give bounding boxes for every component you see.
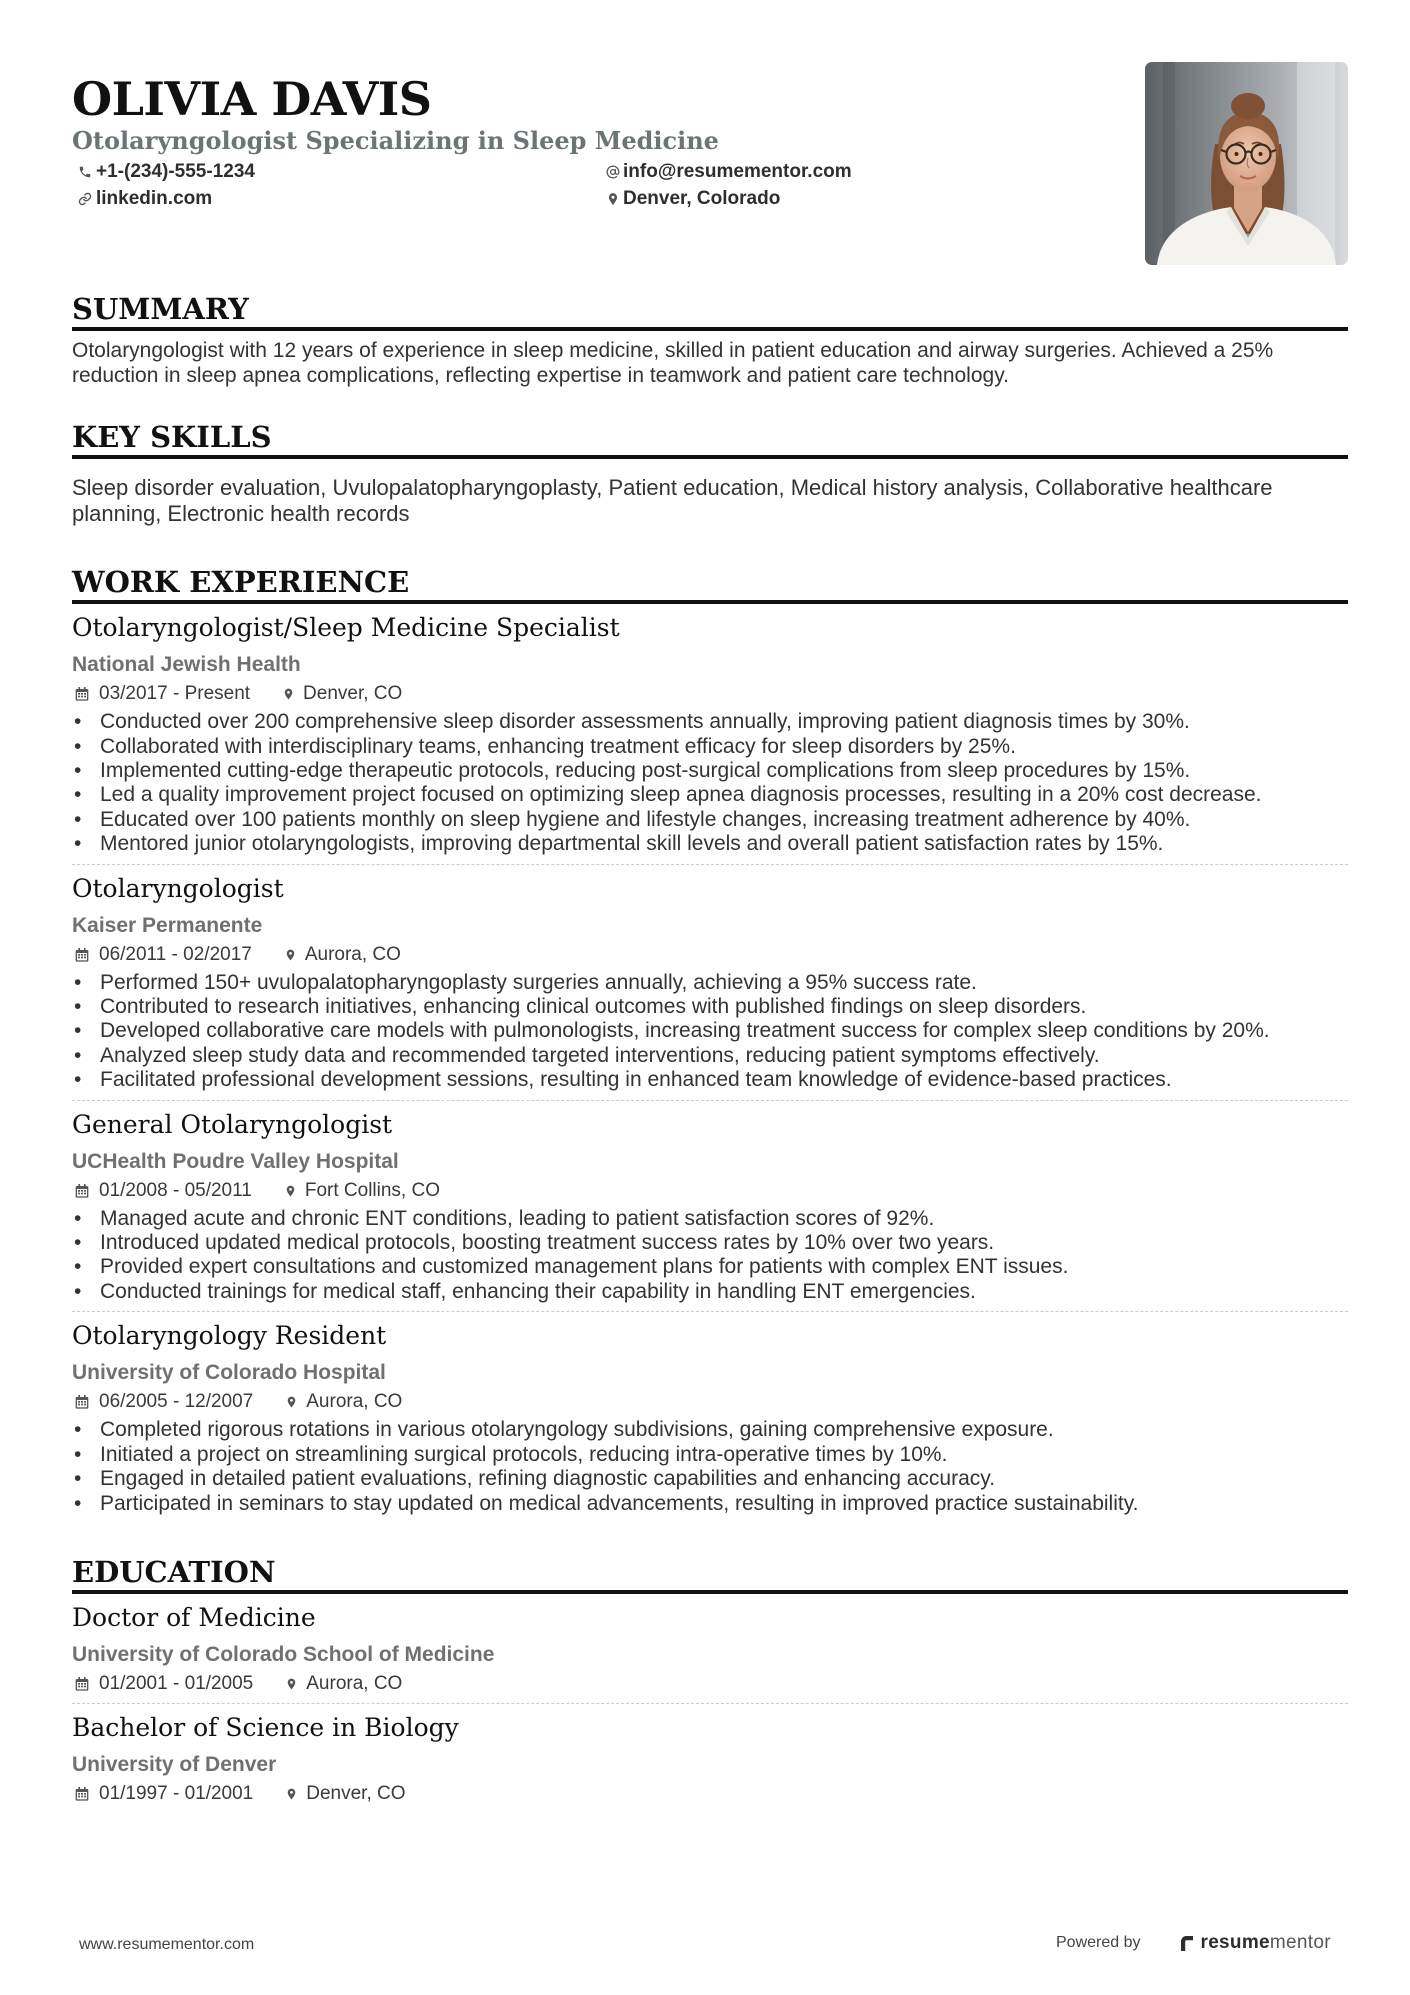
job-bullets xyxy=(72,1418,1348,1516)
calendar-icon xyxy=(74,1394,90,1410)
at-icon xyxy=(606,165,620,179)
linkedin-contact[interactable] xyxy=(72,185,600,212)
experience-entry xyxy=(72,604,1348,864)
education-location: Aurora, CO xyxy=(306,1672,403,1694)
profile-photo-image xyxy=(1145,62,1348,265)
bullet-item: • Led a quality improvement project focused on optimizing sleep apnea diagnosis processes, resulting in a 20% cost decrease. xyxy=(72,783,1348,807)
degree-title: Bachelor of Science in Biology xyxy=(72,1712,459,1742)
bullet-item: • Implemented cutting-edge therapeutic protocols, reducing post-surgical complications from sleep procedures by 15%. xyxy=(72,759,1348,783)
location-text: Denver, Colorado xyxy=(623,188,781,209)
powered-by-label: Powered by xyxy=(1056,1934,1141,1951)
location-pin-icon xyxy=(606,192,620,206)
bullet-item: • Collaborated with interdisciplinary teams, enhancing treatment efficacy for sleep disorders by 25%. xyxy=(72,735,1348,759)
summary-section xyxy=(72,292,1348,388)
experience-entry xyxy=(72,1101,1348,1313)
school-name: University of Colorado School of Medicine xyxy=(72,1642,495,1666)
location-contact xyxy=(600,185,780,212)
contact-row xyxy=(72,158,1072,185)
school-name: University of Denver xyxy=(72,1752,277,1776)
education-meta xyxy=(72,1672,1348,1696)
bullet-item: • Conducted over 200 comprehensive sleep disorder assessments annually, improving patient diagnosis times by 30%. xyxy=(72,710,1348,734)
bullet-item: • Conducted trainings for medical staff, enhancing their capability in handling ENT emergencies. xyxy=(72,1280,1348,1304)
location-pin-icon xyxy=(285,1676,298,1692)
company-name: University of Colorado Hospital xyxy=(72,1361,386,1385)
company-name: Kaiser Permanente xyxy=(72,913,263,937)
email-text: info@resumementor.com xyxy=(623,161,852,182)
education-entry xyxy=(72,1704,1348,1813)
bullet-item: • Managed acute and chronic ENT conditions, leading to patient satisfaction scores of 92%. xyxy=(72,1207,1348,1231)
calendar-icon xyxy=(74,1183,90,1199)
bullet-item: • Analyzed sleep study data and recommended targeted interventions, reducing patient symptoms effectively. xyxy=(72,1044,1348,1068)
bullet-item: • Engaged in detailed patient evaluations, refining diagnostic capabilities and enhancing accuracy. xyxy=(72,1467,1348,1491)
phone-text: +1-(234)-555-1234 xyxy=(96,161,255,182)
bullet-item: • Developed collaborative care models with pulmonologists, increasing treatment success for complex sleep conditions by 20%. xyxy=(72,1019,1348,1043)
bullet-item: • Mentored junior otolaryngologists, improving departmental skill levels and overall patient satisfaction rates by 15%. xyxy=(72,832,1348,856)
education-entry xyxy=(72,1594,1348,1704)
logo-text-light: mentor xyxy=(1269,1932,1331,1953)
location-pin-icon xyxy=(285,1394,298,1410)
contact-block xyxy=(72,158,1072,212)
candidate-headline: Otolaryngologist Specializing in Sleep Medicine xyxy=(72,126,719,155)
experience-entry xyxy=(72,1312,1348,1523)
location-pin-icon xyxy=(285,1786,298,1802)
job-dates: 01/2008 - 05/2011 xyxy=(99,1179,252,1201)
bullet-item: • Educated over 100 patients monthly on sleep hygiene and lifestyle changes, increasing treatment adherence by 40%. xyxy=(72,808,1348,832)
phone-icon xyxy=(78,165,92,179)
job-bullets xyxy=(72,1207,1348,1305)
linkedin-text: linkedin.com xyxy=(96,188,213,209)
location-pin-icon xyxy=(282,686,295,702)
education-heading: EDUCATION xyxy=(72,1555,1348,1594)
experience-heading: WORK EXPERIENCE xyxy=(72,565,1348,604)
job-title: Otolaryngology Resident xyxy=(72,1321,387,1351)
phone-contact[interactable] xyxy=(72,158,600,185)
job-dates: 06/2011 - 02/2017 xyxy=(99,943,252,965)
education-dates: 01/1997 - 01/2001 xyxy=(99,1782,254,1804)
company-name: National Jewish Health xyxy=(72,653,301,677)
education-meta xyxy=(72,1782,1348,1806)
job-title: General Otolaryngologist xyxy=(72,1109,393,1139)
skills-heading: KEY SKILLS xyxy=(72,420,1348,459)
job-title: Otolaryngologist/Sleep Medicine Specialist xyxy=(72,613,620,643)
calendar-icon xyxy=(74,1786,90,1802)
bullet-item: • Introduced updated medical protocols, boosting treatment success rates by 10% over two years. xyxy=(72,1231,1348,1255)
experience-section xyxy=(72,565,1348,1523)
job-dates: 03/2017 - Present xyxy=(99,683,251,705)
calendar-icon xyxy=(74,947,90,963)
resume-body xyxy=(72,292,1348,1813)
job-meta xyxy=(72,1390,1348,1414)
bullet-item: • Contributed to research initiatives, enhancing clinical outcomes with published findings on sleep disorders. xyxy=(72,995,1348,1019)
candidate-name: OLIVIA DAVIS xyxy=(72,72,432,126)
job-meta xyxy=(72,943,1348,967)
calendar-icon xyxy=(74,1676,90,1692)
job-bullets xyxy=(72,971,1348,1093)
email-contact[interactable] xyxy=(600,158,852,185)
bullet-item: • Participated in seminars to stay updated on medical advancements, resulting in improved practice sustainability. xyxy=(72,1492,1348,1516)
logo-text-bold: resume xyxy=(1200,1932,1270,1953)
bullet-item: • Performed 150+ uvulopalatopharyngoplasty surgeries annually, achieving a 95% success rate. xyxy=(72,971,1348,995)
logo-mark-icon xyxy=(1179,1934,1195,1952)
job-title: Otolaryngologist xyxy=(72,873,284,903)
calendar-icon xyxy=(74,686,90,702)
contact-row xyxy=(72,185,1072,212)
job-bullets xyxy=(72,710,1348,856)
link-icon xyxy=(78,192,92,206)
education-location: Denver, CO xyxy=(306,1782,406,1804)
profile-photo xyxy=(1145,62,1348,265)
job-location: Fort Collins, CO xyxy=(304,1179,440,1201)
job-location: Denver, CO xyxy=(303,683,403,705)
bullet-item: • Completed rigorous rotations in various otolaryngology subdivisions, gaining comprehensive exposure. xyxy=(72,1418,1348,1442)
education-dates: 01/2001 - 01/2005 xyxy=(99,1672,254,1694)
bullet-item: • Initiated a project on streamlining surgical protocols, reducing intra-operative times by 10%. xyxy=(72,1443,1348,1467)
job-location: Aurora, CO xyxy=(304,943,401,965)
resumementor-logo[interactable] xyxy=(1179,1932,1331,1954)
location-pin-icon xyxy=(284,1183,297,1199)
job-dates: 06/2005 - 12/2007 xyxy=(99,1391,254,1413)
location-pin-icon xyxy=(284,947,297,963)
summary-heading: SUMMARY xyxy=(72,292,1348,331)
education-section xyxy=(72,1555,1348,1813)
job-meta xyxy=(72,1179,1348,1203)
summary-text: Otolaryngologist with 12 years of experience in sleep medicine, skilled in patient education and airway surgeries. Achieved a 25% reduction in sleep apnea complications, reflecting expertise in teamwork and patient care technology. xyxy=(72,339,1274,387)
footer-website-link[interactable]: www.resumementor.com xyxy=(79,1936,255,1953)
bullet-item: • Provided expert consultations and customized management plans for patients with complex ENT issues. xyxy=(72,1255,1348,1279)
skills-text: Sleep disorder evaluation, Uvulopalatopharyngoplasty, Patient education, Medical history analysis, Collaborative healthcare planning, Electronic health records xyxy=(72,475,1273,526)
company-name: UCHealth Poudre Valley Hospital xyxy=(72,1149,399,1173)
job-location: Aurora, CO xyxy=(306,1391,403,1413)
experience-entry xyxy=(72,865,1348,1101)
degree-title: Doctor of Medicine xyxy=(72,1602,316,1632)
footer-branding xyxy=(1056,1931,1331,1955)
skills-section xyxy=(72,420,1348,526)
job-meta xyxy=(72,682,1348,706)
bullet-item: • Facilitated professional development sessions, resulting in enhanced team knowledge of evidence-based practices. xyxy=(72,1068,1348,1092)
